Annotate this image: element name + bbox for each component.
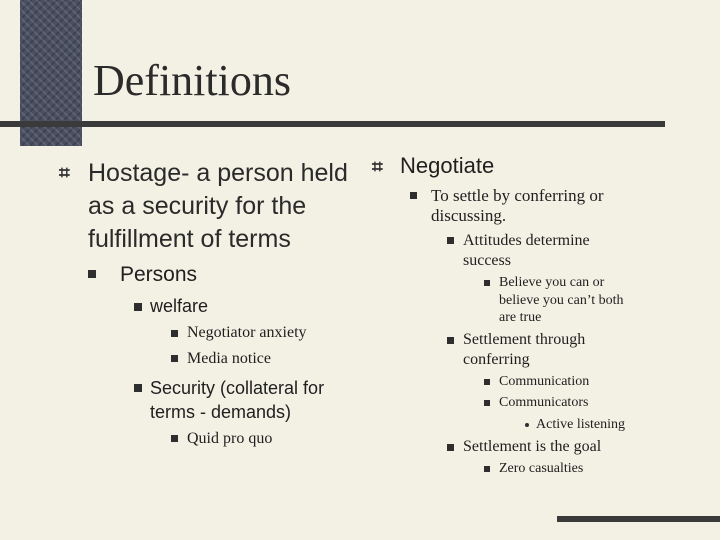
settlement-through-line-1: Settlement through xyxy=(463,331,586,348)
footer-rule xyxy=(557,516,720,522)
believe-item xyxy=(499,274,624,327)
welfare-item: welfare xyxy=(150,296,209,316)
hostage-line-3: fulfillment of terms xyxy=(88,225,291,253)
round-bullet-icon xyxy=(525,423,529,427)
quid-pro-quo-item: Quid pro quo xyxy=(187,430,273,447)
zero-casualties-item: Zero casualties xyxy=(499,461,584,476)
square-bullet-icon xyxy=(171,355,178,362)
slide-title: Definitions xyxy=(93,56,291,105)
square-bullet-icon xyxy=(484,400,490,406)
settle-definition xyxy=(431,186,604,226)
title-rule xyxy=(0,121,665,127)
hostage-line-2: as a security for the xyxy=(88,192,307,220)
believe-line-3: are true xyxy=(499,310,542,325)
settle-line-1: To settle by conferring or xyxy=(431,186,604,205)
attitudes-line-2: success xyxy=(463,252,511,269)
square-bullet-icon xyxy=(447,337,454,344)
square-bullet-icon xyxy=(484,466,490,472)
attitudes-line-1: Attitudes determine xyxy=(463,232,590,249)
security-line-2: terms - demands) xyxy=(150,402,292,422)
media-notice-item: Media notice xyxy=(187,350,271,367)
square-bullet-icon xyxy=(171,330,178,337)
hash-bullet-icon: ⌗ xyxy=(372,156,383,178)
square-bullet-icon xyxy=(447,237,454,244)
hostage-line-1: Hostage- a person held xyxy=(88,159,348,187)
settlement-through-item xyxy=(463,330,585,370)
hostage-definition xyxy=(88,157,348,256)
square-bullet-icon xyxy=(410,192,417,199)
square-bullet-icon xyxy=(88,270,96,278)
square-bullet-icon xyxy=(171,435,178,442)
square-bullet-icon xyxy=(484,379,490,385)
settle-line-2: discussing. xyxy=(431,206,507,225)
square-bullet-icon xyxy=(134,303,142,311)
negotiate-heading: Negotiate xyxy=(400,153,495,178)
square-bullet-icon xyxy=(447,444,454,451)
communicators-item: Communicators xyxy=(499,395,589,410)
attitudes-item xyxy=(463,231,590,271)
persons-item: Persons xyxy=(120,263,198,286)
believe-line-1: Believe you can or xyxy=(499,275,605,290)
square-bullet-icon xyxy=(134,384,142,392)
security-item xyxy=(150,376,324,424)
security-line-1: Security (collateral for xyxy=(150,378,325,398)
square-bullet-icon xyxy=(484,280,490,286)
negotiator-anxiety-item: Negotiator anxiety xyxy=(187,324,307,341)
active-listening-item: Active listening xyxy=(536,417,626,432)
settlement-through-line-2: conferring xyxy=(463,351,530,368)
hash-bullet-icon: ⌗ xyxy=(59,162,70,184)
communication-item: Communication xyxy=(499,374,590,389)
believe-line-2: believe you can’t both xyxy=(499,292,624,308)
settlement-goal-item: Settlement is the goal xyxy=(463,438,602,455)
